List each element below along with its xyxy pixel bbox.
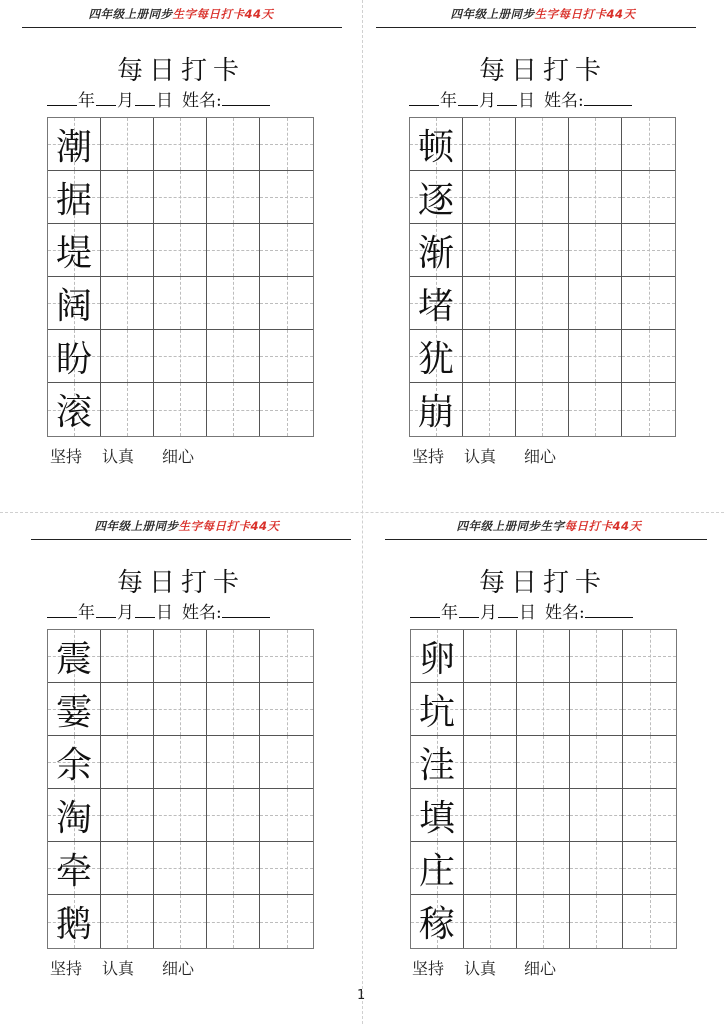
practice-cell[interactable] (101, 224, 154, 277)
day-label: 日 (519, 603, 536, 623)
model-character: 填 (418, 797, 455, 839)
model-character-cell[interactable] (48, 736, 101, 789)
name-label: 姓名: (182, 91, 222, 111)
motto-1: 坚持 (412, 447, 445, 466)
card-header (368, 518, 724, 534)
model-character-cell[interactable] (410, 330, 463, 383)
practice-cell[interactable] (622, 171, 675, 224)
year-label: 年 (78, 603, 95, 623)
model-character-cell[interactable] (48, 789, 101, 842)
model-character: 稼 (418, 904, 455, 945)
model-character-cell[interactable] (411, 630, 464, 683)
model-character-cell[interactable] (410, 277, 463, 330)
practice-cell[interactable] (570, 736, 623, 789)
practice-cell[interactable] (207, 630, 260, 683)
practice-cell[interactable] (463, 277, 516, 330)
header-highlight: 生字每日打卡44天 (178, 519, 280, 533)
practice-cell[interactable] (207, 118, 260, 171)
practice-cell[interactable] (569, 171, 622, 224)
motto-footer (412, 444, 576, 467)
card-header (362, 6, 724, 22)
header-rule (376, 27, 696, 28)
practice-cell[interactable] (260, 171, 313, 224)
practice-cell[interactable] (154, 171, 207, 224)
practice-card-bottom-right (362, 512, 724, 1024)
motto-1: 坚持 (50, 447, 83, 466)
model-character: 崩 (417, 392, 454, 433)
card-title: 每日打卡 (478, 568, 607, 598)
card-title: 每日打卡 (478, 56, 607, 86)
practice-cell[interactable] (154, 224, 207, 277)
practice-cell[interactable] (101, 118, 154, 171)
practice-cell[interactable] (154, 630, 207, 683)
model-character: 堵 (417, 285, 454, 327)
date-name-line (410, 598, 677, 623)
practice-cell[interactable] (260, 842, 313, 895)
motto-footer (412, 956, 576, 979)
practice-cell[interactable] (517, 789, 570, 842)
practice-cell[interactable] (260, 895, 313, 948)
practice-cell[interactable] (101, 383, 154, 436)
model-character: 震 (55, 638, 92, 680)
month-label: 月 (480, 603, 497, 623)
name-label: 姓名: (545, 603, 585, 623)
practice-cell[interactable] (101, 895, 154, 948)
day-blank[interactable] (135, 603, 155, 618)
header-highlight: 生字每日打卡44天 (172, 7, 274, 21)
model-character: 滚 (55, 392, 92, 433)
month-blank[interactable] (459, 603, 479, 618)
model-character-cell[interactable] (410, 118, 463, 171)
practice-cell[interactable] (517, 630, 570, 683)
year-blank[interactable] (47, 91, 77, 106)
practice-cell[interactable] (154, 789, 207, 842)
model-character: 卵 (418, 638, 455, 680)
practice-cell[interactable] (517, 736, 570, 789)
practice-cell[interactable] (517, 842, 570, 895)
month-label: 月 (117, 91, 134, 111)
practice-cell[interactable] (101, 789, 154, 842)
model-character-cell[interactable] (48, 277, 101, 330)
motto-2: 认真 (464, 959, 497, 978)
practice-cell[interactable] (260, 736, 313, 789)
practice-cell[interactable] (207, 895, 260, 948)
model-character: 顿 (417, 126, 454, 168)
practice-cell[interactable] (516, 118, 569, 171)
practice-cell[interactable] (623, 895, 676, 948)
practice-cell[interactable] (260, 330, 313, 383)
header-rule (31, 539, 351, 540)
card-header (6, 518, 368, 534)
motto-footer (50, 956, 214, 979)
year-label: 年 (441, 603, 458, 623)
model-character-cell[interactable] (411, 789, 464, 842)
year-blank[interactable] (409, 91, 439, 106)
practice-cell[interactable] (101, 842, 154, 895)
practice-cell[interactable] (569, 330, 622, 383)
year-blank[interactable] (410, 603, 440, 618)
model-character-cell[interactable] (410, 224, 463, 277)
date-name-line (47, 598, 314, 623)
model-character-cell[interactable] (410, 171, 463, 224)
header-text: 四年级上册同步 (88, 7, 173, 21)
practice-cell[interactable] (623, 789, 676, 842)
practice-cell[interactable] (464, 789, 517, 842)
model-character-cell[interactable] (48, 683, 101, 736)
model-character: 逐 (417, 179, 454, 221)
day-blank[interactable] (135, 91, 155, 106)
practice-cell[interactable] (623, 736, 676, 789)
motto-1: 坚持 (412, 959, 445, 978)
model-character: 鹅 (55, 904, 92, 945)
date-name-line (47, 86, 314, 111)
practice-cell[interactable] (464, 842, 517, 895)
practice-cell[interactable] (154, 895, 207, 948)
practice-cell[interactable] (623, 683, 676, 736)
day-label: 日 (518, 91, 535, 111)
practice-cell[interactable] (260, 683, 313, 736)
practice-cell[interactable] (207, 171, 260, 224)
practice-cell[interactable] (622, 118, 675, 171)
card-title: 每日打卡 (116, 568, 245, 598)
model-character: 阔 (55, 285, 92, 327)
model-character-cell[interactable] (48, 842, 101, 895)
practice-cell[interactable] (622, 383, 675, 436)
model-character: 坑 (418, 691, 455, 733)
model-character: 洼 (418, 744, 455, 786)
model-character: 盼 (55, 338, 92, 380)
writing-grid (409, 117, 676, 437)
practice-cell[interactable] (154, 118, 207, 171)
day-label: 日 (156, 91, 173, 111)
practice-cell[interactable] (260, 630, 313, 683)
practice-cell[interactable] (570, 789, 623, 842)
model-character-cell[interactable] (48, 630, 101, 683)
header-text: 四年级上册同步生字 (456, 519, 565, 533)
year-label: 年 (78, 91, 95, 111)
practice-cell[interactable] (569, 118, 622, 171)
practice-cell[interactable] (622, 277, 675, 330)
practice-cell[interactable] (623, 842, 676, 895)
practice-cell[interactable] (154, 842, 207, 895)
name-blank[interactable] (222, 91, 270, 106)
motto-3: 细心 (524, 447, 557, 466)
practice-cell[interactable] (207, 224, 260, 277)
practice-card-top-left (0, 0, 362, 512)
practice-cell[interactable] (516, 277, 569, 330)
practice-cell[interactable] (260, 383, 313, 436)
writing-grid (47, 629, 314, 949)
header-text: 四年级上册同步 (94, 519, 179, 533)
practice-cell[interactable] (101, 630, 154, 683)
day-blank[interactable] (498, 603, 518, 618)
model-character-cell[interactable] (48, 895, 101, 948)
motto-1: 坚持 (50, 959, 83, 978)
motto-footer (50, 444, 214, 467)
card-title: 每日打卡 (116, 56, 245, 86)
model-character: 犹 (417, 338, 454, 380)
practice-cell[interactable] (516, 330, 569, 383)
name-blank[interactable] (584, 91, 632, 106)
practice-cell[interactable] (101, 683, 154, 736)
motto-2: 认真 (102, 447, 135, 466)
model-character: 庄 (418, 850, 455, 892)
practice-cell[interactable] (207, 330, 260, 383)
model-character: 堤 (55, 232, 92, 274)
practice-cell[interactable] (154, 277, 207, 330)
model-character-cell[interactable] (411, 842, 464, 895)
model-character-cell[interactable] (48, 171, 101, 224)
name-blank[interactable] (585, 603, 633, 618)
practice-cell[interactable] (260, 224, 313, 277)
practice-cell[interactable] (101, 277, 154, 330)
practice-cell[interactable] (207, 277, 260, 330)
motto-3: 细心 (524, 959, 557, 978)
practice-cell[interactable] (570, 842, 623, 895)
practice-cell[interactable] (517, 683, 570, 736)
model-character-cell[interactable] (48, 224, 101, 277)
month-label: 月 (479, 91, 496, 111)
writing-grid (47, 117, 314, 437)
card-header (0, 6, 362, 22)
month-blank[interactable] (96, 91, 116, 106)
motto-3: 细心 (162, 959, 195, 978)
month-label: 月 (117, 603, 134, 623)
practice-cell[interactable] (464, 895, 517, 948)
practice-cell[interactable] (463, 383, 516, 436)
practice-cell[interactable] (622, 330, 675, 383)
header-highlight: 生字每日打卡44天 (534, 7, 636, 21)
practice-cell[interactable] (463, 171, 516, 224)
model-character-cell[interactable] (411, 683, 464, 736)
motto-2: 认真 (102, 959, 135, 978)
practice-cell[interactable] (260, 118, 313, 171)
model-character: 渐 (417, 232, 454, 274)
practice-card-bottom-left (0, 512, 362, 1024)
practice-cell[interactable] (570, 630, 623, 683)
model-character: 霎 (55, 691, 92, 733)
model-character-cell[interactable] (410, 383, 463, 436)
month-blank[interactable] (458, 91, 478, 106)
model-character-cell[interactable] (48, 383, 101, 436)
practice-cell[interactable] (463, 224, 516, 277)
practice-cell[interactable] (517, 895, 570, 948)
writing-grid (410, 629, 677, 949)
practice-cell[interactable] (101, 171, 154, 224)
name-label: 姓名: (182, 603, 222, 623)
year-label: 年 (440, 91, 457, 111)
practice-cell[interactable] (464, 683, 517, 736)
practice-cell[interactable] (464, 630, 517, 683)
practice-cell[interactable] (207, 736, 260, 789)
model-character: 牵 (55, 850, 92, 892)
practice-cell[interactable] (463, 330, 516, 383)
model-character-cell[interactable] (48, 330, 101, 383)
practice-cell[interactable] (570, 683, 623, 736)
practice-cell[interactable] (207, 683, 260, 736)
model-character: 余 (55, 744, 92, 786)
practice-cell[interactable] (516, 383, 569, 436)
practice-cell[interactable] (516, 224, 569, 277)
practice-cell[interactable] (101, 330, 154, 383)
practice-cell[interactable] (154, 383, 207, 436)
model-character: 据 (55, 179, 92, 221)
header-highlight: 每日打卡44天 (564, 519, 642, 533)
motto-3: 细心 (162, 447, 195, 466)
model-character: 淘 (55, 797, 92, 839)
model-character-cell[interactable] (48, 118, 101, 171)
practice-cell[interactable] (623, 630, 676, 683)
year-blank[interactable] (47, 603, 77, 618)
practice-cell[interactable] (622, 224, 675, 277)
name-label: 姓名: (544, 91, 584, 111)
header-rule (385, 539, 707, 540)
practice-cell[interactable] (260, 789, 313, 842)
practice-cell[interactable] (207, 842, 260, 895)
practice-cell[interactable] (101, 736, 154, 789)
practice-cell[interactable] (569, 383, 622, 436)
practice-cell[interactable] (570, 895, 623, 948)
page-number: 1 (357, 988, 366, 1003)
practice-cell[interactable] (260, 277, 313, 330)
practice-cell[interactable] (463, 118, 516, 171)
practice-cell[interactable] (569, 224, 622, 277)
header-text: 四年级上册同步 (450, 7, 535, 21)
motto-2: 认真 (464, 447, 497, 466)
practice-cell[interactable] (154, 736, 207, 789)
month-blank[interactable] (96, 603, 116, 618)
model-character-cell[interactable] (411, 895, 464, 948)
practice-cell[interactable] (207, 383, 260, 436)
practice-cell[interactable] (464, 736, 517, 789)
model-character: 潮 (55, 126, 92, 168)
name-blank[interactable] (222, 603, 270, 618)
date-name-line (409, 86, 676, 111)
practice-cell[interactable] (207, 789, 260, 842)
practice-cell[interactable] (569, 277, 622, 330)
practice-cell[interactable] (154, 330, 207, 383)
header-rule (22, 27, 342, 28)
model-character-cell[interactable] (411, 736, 464, 789)
practice-cell[interactable] (516, 171, 569, 224)
day-label: 日 (156, 603, 173, 623)
practice-card-top-right (362, 0, 724, 512)
day-blank[interactable] (497, 91, 517, 106)
practice-cell[interactable] (154, 683, 207, 736)
